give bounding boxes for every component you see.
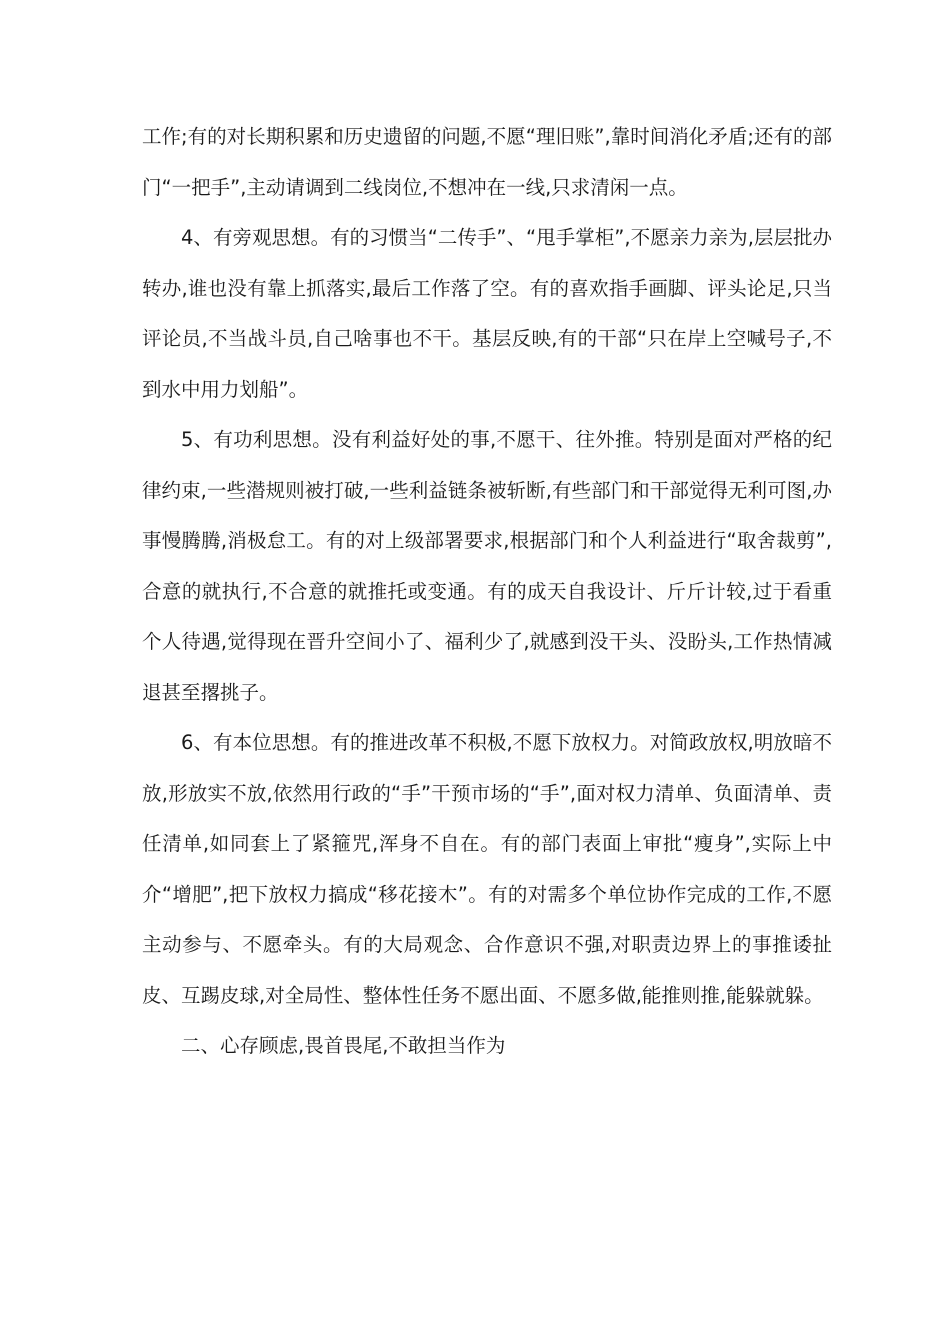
paragraph-point-6: 6、有本位思想。有的推进改革不积极,不愿下放权力。对简政放权,明放暗不放,形放实不放,依然用行政的“手”干预市场的“手”,面对权力清单、负面清单、责任清单,如同套上了紧箍咒,浑身不自在。有的部门表面上审批“瘦身”,实际上中介“增肥”,把下放权力搞成“移花接木”。有的对需多个单位协作完成的工作,不愿主动参与、不愿牵头。有的大局观念、合作意识不强,对职责边界上的事推诿扯皮、互踢皮球,对全局性、整体性任务不愿出面、不愿多做,能推则推,能躲就躲。 — [142, 731, 832, 1007]
section-heading-2: 二、心存顾虑,畏首畏尾,不敢担当作为 — [181, 1034, 506, 1057]
paragraph-point-4: 4、有旁观思想。有的习惯当“二传手”、“甩手掌柜”,不愿亲力亲为,层层批办转办,谁也没有靠上抓落实,最后工作落了空。有的喜欢指手画脚、评头论足,只当评论员,不当战斗员,自己啥事也不干。基层反映,有的干部“只在岸上空喊号子,不到水中用力划船”。 — [142, 226, 832, 401]
document-body — [142, 112, 832, 1072]
paragraph-continuation: 工作;有的对长期积累和历史遗留的问题,不愿“理旧账”,靠时间消化矛盾;还有的部门“一把手”,主动请调到二线岗位,不想冲在一线,只求清闲一点。 — [142, 125, 832, 199]
paragraph-point-5: 5、有功利思想。没有利益好处的事,不愿干、往外推。特别是面对严格的纪律约束,一些潜规则被打破,一些利益链条被斩断,有些部门和干部觉得无利可图,办事慢腾腾,消极怠工。有的对上级部署要求,根据部门和个人利益进行“取舍裁剪”,合意的就执行,不合意的就推托或变通。有的成天自我设计、斤斤计较,过于看重个人待遇,觉得现在晋升空间小了、福利少了,就感到没干头、没盼头,工作热情减退甚至撂挑子。 — [142, 428, 832, 704]
